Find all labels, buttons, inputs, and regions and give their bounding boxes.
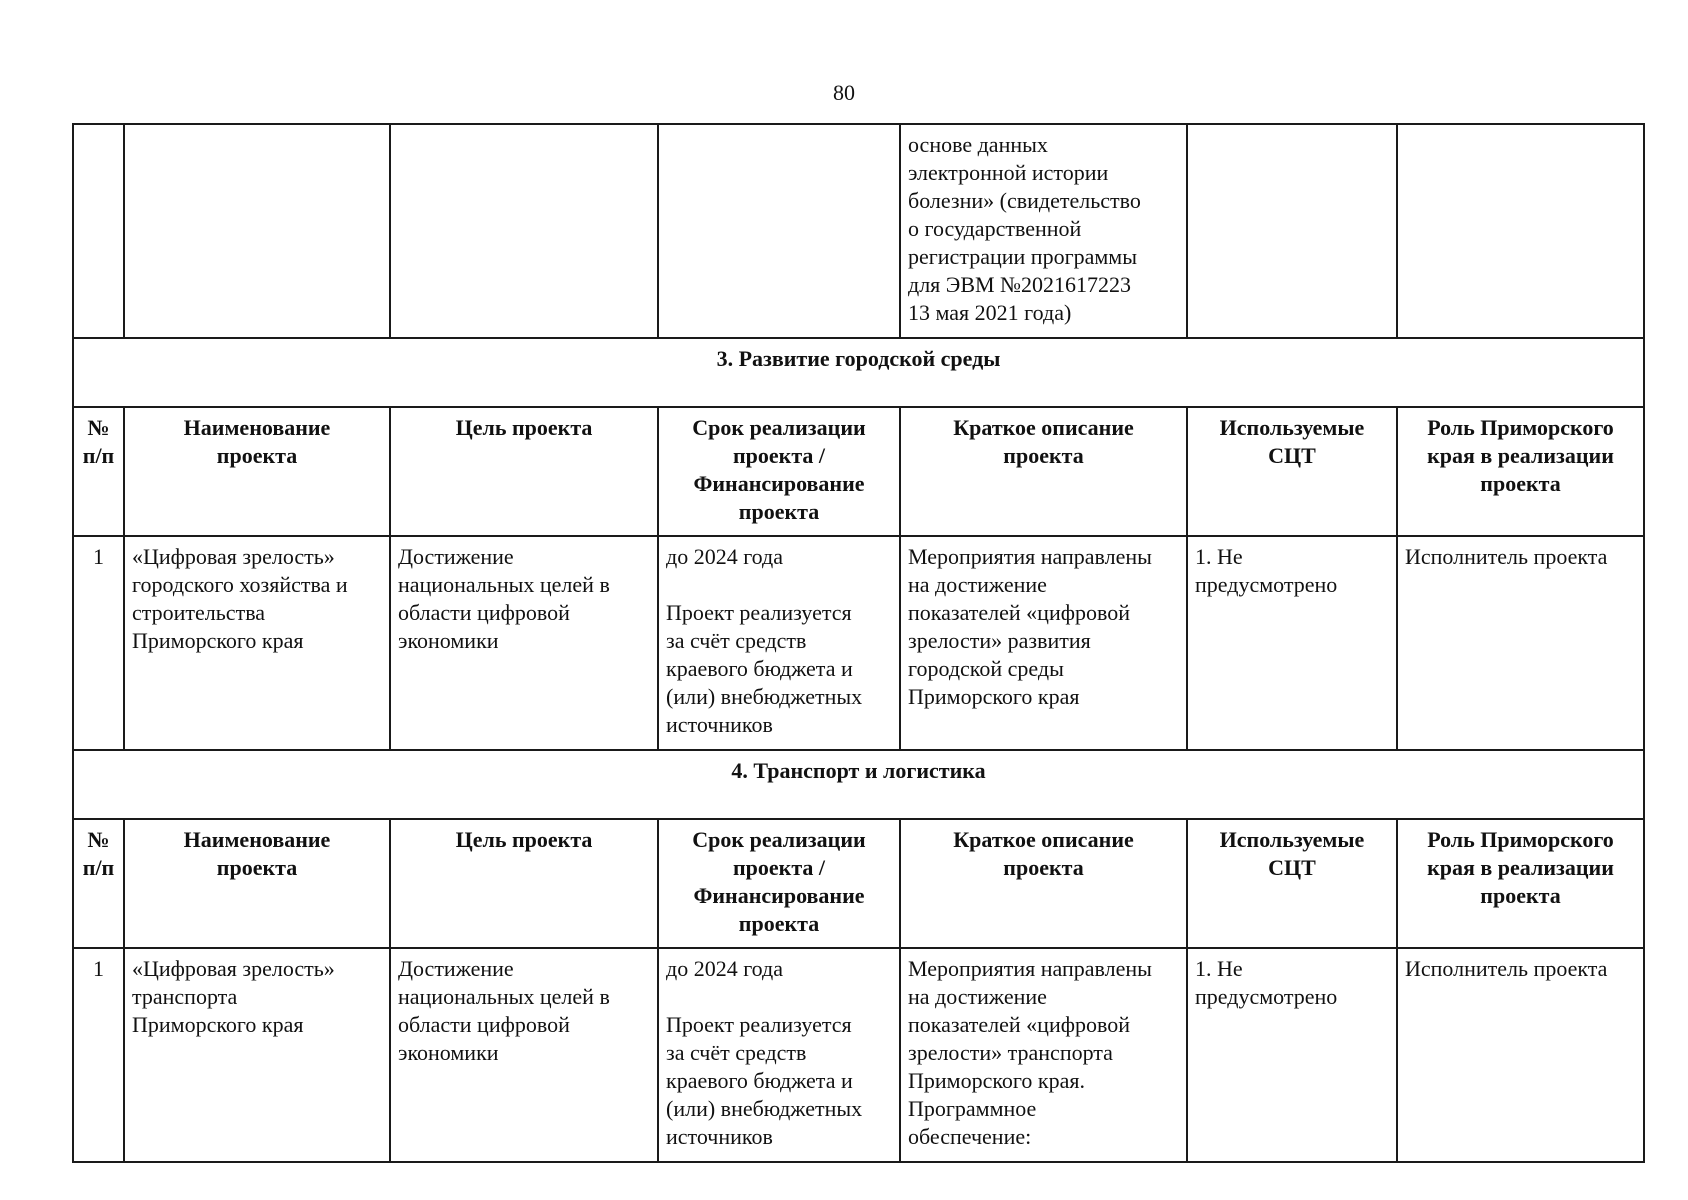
row-tech: 1. Не предусмотрено [1187, 948, 1397, 1162]
header-description: Краткое описание проекта [900, 407, 1187, 536]
table-header-row [73, 819, 1644, 948]
row-description: Мероприятия направлены на достижение показателей «цифровой зрелости» развития городской среды Приморского края [900, 536, 1187, 750]
header-term: Срок реализации проекта / Финансирование проекта [658, 819, 900, 948]
section-title-row [73, 338, 1644, 407]
row-goal: Достижение национальных целей в области цифровой экономики [390, 948, 658, 1162]
continuation-row [73, 124, 1644, 338]
header-goal: Цель проекта [390, 407, 658, 536]
row-term: до 2024 года Проект реализуется за счёт средств краевого бюджета и (или) внебюджетных источников [658, 536, 900, 750]
header-num: № п/п [73, 819, 124, 948]
row-name: «Цифровая зрелость» транспорта Приморского края [124, 948, 390, 1162]
cont-tech-cell [1187, 124, 1397, 338]
row-goal: Достижение национальных целей в области цифровой экономики [390, 536, 658, 750]
section-title: 3. Развитие городской среды [73, 338, 1644, 407]
cont-goal-cell [390, 124, 658, 338]
page-number: 80 [833, 80, 855, 105]
cont-term-cell [658, 124, 900, 338]
projects-table [72, 123, 1645, 1163]
header-name: Наименование проекта [124, 819, 390, 948]
row-term: до 2024 года Проект реализуется за счёт средств краевого бюджета и (или) внебюджетных источников [658, 948, 900, 1162]
cont-num-cell [73, 124, 124, 338]
section-title-row [73, 750, 1644, 819]
row-description: Мероприятия направлены на достижение показателей «цифровой зрелости» транспорта Приморского края. Программное обеспечение: [900, 948, 1187, 1162]
table-row [73, 948, 1644, 1162]
header-role: Роль Приморского края в реализации проекта [1397, 407, 1644, 536]
header-description: Краткое описание проекта [900, 819, 1187, 948]
header-num: № п/п [73, 407, 124, 536]
row-num: 1 [73, 948, 124, 1162]
cont-description-cell: основе данных электронной истории болезни» (свидетельство о государственной регистрации программы для ЭВМ №2021617223 13 мая 2021 года) [900, 124, 1187, 338]
header-goal: Цель проекта [390, 819, 658, 948]
row-role: Исполнитель проекта [1397, 536, 1644, 750]
header-tech: Используемые СЦТ [1187, 407, 1397, 536]
header-tech: Используемые СЦТ [1187, 819, 1397, 948]
row-name: «Цифровая зрелость» городского хозяйства и строительства Приморского края [124, 536, 390, 750]
table-row [73, 536, 1644, 750]
row-num: 1 [73, 536, 124, 750]
row-tech: 1. Не предусмотрено [1187, 536, 1397, 750]
header-role: Роль Приморского края в реализации проекта [1397, 819, 1644, 948]
cont-role-cell [1397, 124, 1644, 338]
row-role: Исполнитель проекта [1397, 948, 1644, 1162]
header-term: Срок реализации проекта / Финансирование проекта [658, 407, 900, 536]
header-name: Наименование проекта [124, 407, 390, 536]
cont-name-cell [124, 124, 390, 338]
section-title: 4. Транспорт и логистика [73, 750, 1644, 819]
table-header-row [73, 407, 1644, 536]
